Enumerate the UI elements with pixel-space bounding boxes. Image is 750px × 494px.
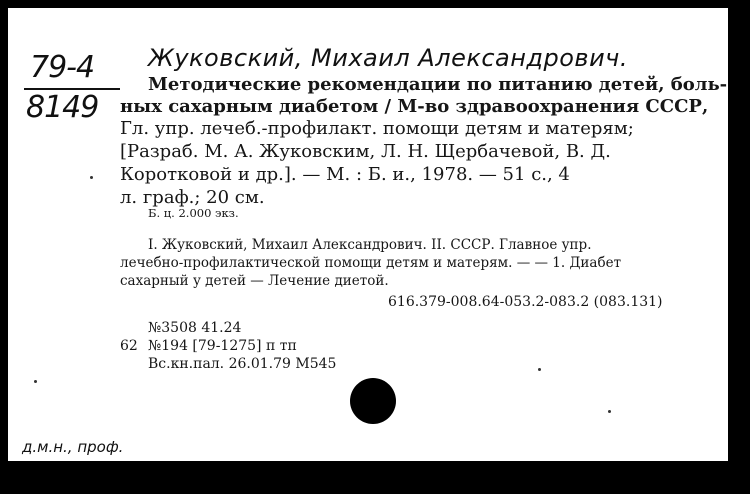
subject-line-1: I. Жуковский, Михаил Александрович. II. СССР. Главное упр. [148, 237, 592, 253]
shelfmark-bottom: 8149 [26, 90, 99, 125]
description-line-3: Гл. упр. лечеб.-профилакт. помощи детям и матерям; [120, 118, 634, 139]
hole-punch [350, 378, 396, 424]
description-line-6: л. граф.; 20 см. [120, 187, 265, 208]
tech-line-2: №194 [79-1275] п тп [148, 338, 297, 354]
udc-code: 616.379-008.64-053.2-083.2 (083.131) [388, 294, 663, 310]
handwritten-author: Жуковский, Михаил Александрович. [148, 44, 628, 72]
tech-line-1: №3508 41.24 [148, 320, 242, 336]
speck [34, 380, 37, 383]
speck [538, 368, 541, 371]
handwritten-note: д.м.н., проф. [22, 438, 124, 456]
catalog-card [8, 8, 728, 461]
price-line: Б. ц. 2.000 экз. [148, 206, 239, 220]
subject-line-3: сахарный у детей — Лечение диетой. [120, 273, 389, 289]
tech-prefix: 62 [120, 338, 138, 354]
speck [90, 176, 93, 179]
tech-line-3: Вс.кн.пал. 26.01.79 М545 [148, 356, 337, 372]
subject-line-2: лечебно-профилактической помощи детям и матерям. — — 1. Диабет [120, 255, 622, 271]
shelfmark-top: 79-4 [30, 50, 95, 85]
speck [608, 410, 611, 413]
description-line-5: Коротковой и др.]. — М. : Б. и., 1978. — 51 с., 4 [120, 164, 570, 185]
description-line-1: Методические рекомендации по питанию детей, боль- [148, 74, 728, 95]
description-line-4: [Разраб. М. А. Жуковским, Л. Н. Щербачевой, В. Д. [120, 141, 611, 162]
description-line-2: ных сахарным диабетом / М-во здравоохранения СССР, [120, 96, 709, 117]
